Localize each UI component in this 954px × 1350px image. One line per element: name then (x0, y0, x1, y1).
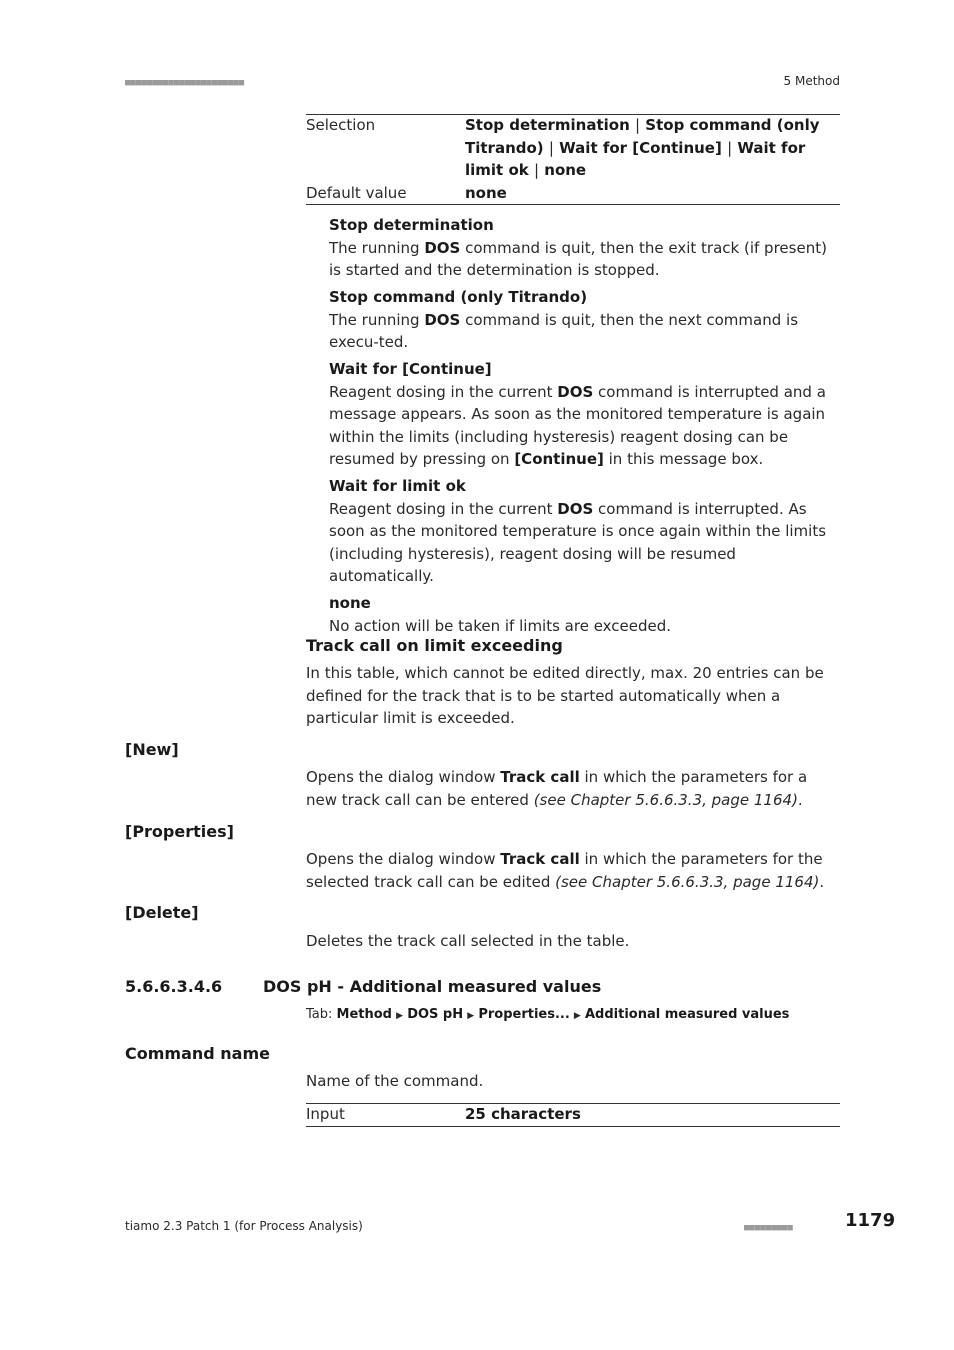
option-title: none (329, 594, 371, 612)
properties-button-description: Opens the dialog window Track call in which the parameters for the selected track call can be edited (see Chapter 5.6.6.3.3, page 1164). (306, 850, 825, 891)
option-text: The running DOS command is quit, then the exit track (if present) is started and the determination is stopped. (329, 238, 827, 279)
selection-separator: | (727, 138, 733, 157)
path-item: Additional measured values (584, 1007, 790, 1022)
selection-table (306, 114, 840, 204)
delete-button-description: Deletes the track call selected in the table. (306, 932, 630, 950)
properties-button-label[interactable]: [Properties] (125, 822, 234, 841)
input-table (306, 1103, 840, 1126)
option-title: Stop determination (329, 216, 494, 234)
page-number: 1179 (845, 1210, 896, 1231)
input-table-bottom-rule (306, 1126, 840, 1127)
input-row (306, 1103, 840, 1126)
option-text: No action will be taken if limits are exceeded. (329, 616, 672, 635)
option-stop-determination (329, 214, 841, 282)
selection-option: none (544, 161, 587, 179)
path-item: Method (336, 1007, 392, 1022)
default-row (306, 182, 840, 205)
input-value: 25 characters (465, 1105, 581, 1123)
section-title: DOS pH - Additional measured values (263, 977, 602, 996)
option-title: Wait for limit ok (329, 477, 466, 495)
option-wait-limit-ok (329, 475, 841, 588)
selection-option: Wait for limit ok (465, 138, 806, 179)
table-bottom-rule (306, 204, 840, 205)
command-name-label: Command name (125, 1044, 270, 1063)
section-number: 5.6.6.3.4.6 (125, 977, 223, 996)
track-call-heading: Track call on limit exceeding (306, 636, 563, 655)
new-button-label[interactable]: [New] (125, 740, 179, 759)
default-label: Default value (306, 183, 407, 202)
header-chapter: 5 Method (783, 74, 840, 88)
selection-values (465, 114, 840, 182)
selection-option: Stop determination (465, 116, 630, 134)
input-label: Input (306, 1105, 345, 1123)
option-title: Wait for [Continue] (329, 360, 492, 378)
path-item: Properties... (478, 1007, 570, 1022)
chapter-reference-link[interactable]: (see Chapter 5.6.6.3.3, page 1164) (533, 790, 798, 809)
option-descriptions (329, 214, 841, 642)
option-text: Reagent dosing in the current DOS command is interrupted and a message appears. As soon as the monitored temperature is again within the limits (including hysteresis) reagent dosing can be resumed by pressing on [Continue] in this message box. (329, 382, 826, 468)
selection-option: Stop command (only Titrando) (465, 116, 820, 157)
path-item: DOS pH (407, 1007, 464, 1022)
new-button-description: Opens the dialog window Track call in which the parameters for a new track call can be entered (see Chapter 5.6.6.3.3, page 1164). (306, 768, 808, 809)
option-text: Reagent dosing in the current DOS command is interrupted. As soon as the monitored temperature is once again within the limits (including hysteresis), reagent dosing will be resumed automatically. (329, 499, 827, 585)
chapter-reference-link[interactable]: (see Chapter 5.6.6.3.3, page 1164) (555, 872, 820, 891)
footer-product: tiamo 2.3 Patch 1 (for Process Analysis) (125, 1219, 363, 1233)
option-title: Stop command (only Titrando) (329, 288, 588, 306)
arrow-right-icon: ▶ (396, 1011, 404, 1021)
track-call-text: In this table, which cannot be edited directly, max. 20 entries can be defined for the track that is to be started automatically when a particular limit is exceeded. (306, 664, 824, 727)
option-wait-continue (329, 358, 841, 471)
tab-path: Tab: Method ▶ DOS pH ▶ Properties... ▶ Additional measured values (306, 1007, 790, 1022)
selection-separator: | (533, 161, 540, 179)
selection-separator: | (635, 116, 641, 134)
selection-row (306, 114, 840, 182)
selection-option: Wait for [Continue] (559, 138, 722, 157)
footer-decoration: ■■■■■■■■■ (744, 1223, 793, 1233)
arrow-right-icon: ▶ (467, 1011, 475, 1021)
option-none (329, 592, 841, 637)
delete-button-label[interactable]: [Delete] (125, 903, 199, 922)
arrow-right-icon: ▶ (573, 1011, 581, 1021)
header-decoration: ■■■■■■■■■■■■■■■■■■■■■■ (125, 78, 245, 88)
option-text: The running DOS command is quit, then the next command is execu-ted. (329, 310, 799, 351)
command-name-text: Name of the command. (306, 1072, 484, 1090)
selection-label: Selection (306, 116, 376, 134)
option-stop-command (329, 286, 841, 354)
selection-separator: | (548, 138, 554, 157)
default-value: none (465, 183, 507, 202)
